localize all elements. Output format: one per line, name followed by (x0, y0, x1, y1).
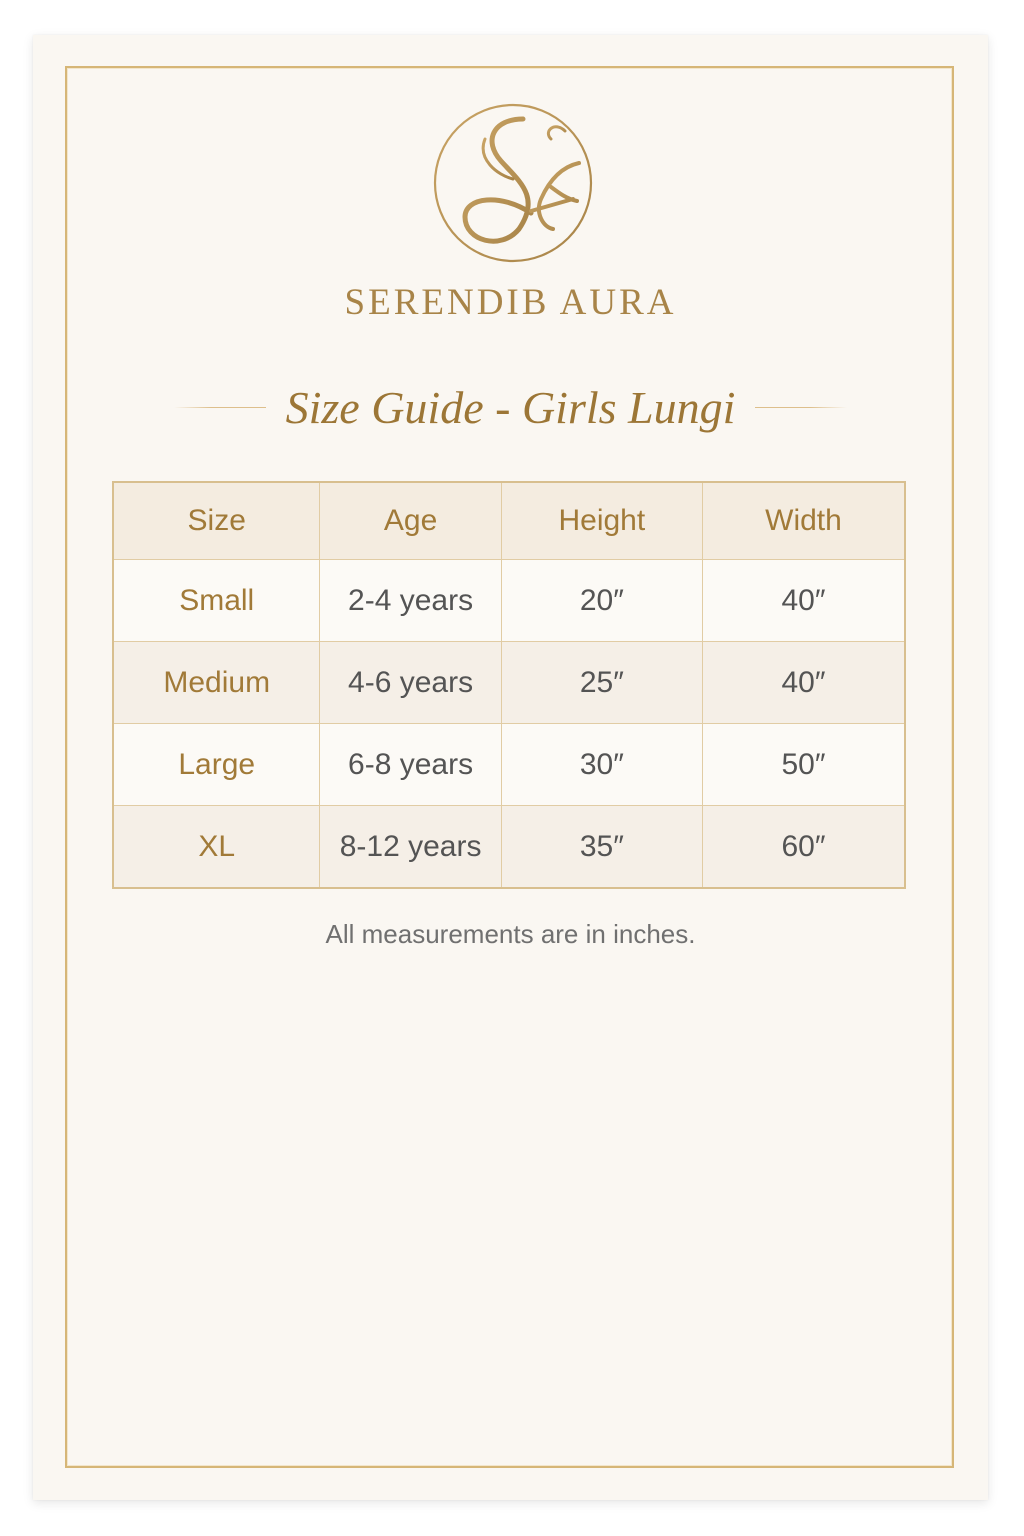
page-title: Size Guide - Girls Lungi (285, 381, 736, 433)
header-width: Width (702, 482, 905, 560)
age-cell: 2-4 years (320, 560, 501, 642)
brand-name: SERENDIB AURA (344, 282, 677, 323)
header-height: Height (501, 482, 702, 560)
header-size: Size (113, 482, 320, 560)
table-header-row (113, 482, 905, 560)
width-cell: 40″ (702, 560, 905, 642)
height-cell: 20″ (501, 560, 702, 642)
size-cell: Large (113, 724, 320, 806)
table-row (113, 642, 905, 724)
size-cell: Medium (113, 642, 320, 724)
size-cell: Small (113, 560, 320, 642)
age-cell: 4-6 years (320, 642, 501, 724)
width-cell: 40″ (702, 642, 905, 724)
width-cell: 50″ (702, 724, 905, 806)
title-divider-left (174, 407, 266, 408)
title-row (33, 377, 988, 437)
size-guide-card (33, 35, 988, 1500)
sa-monogram-logo-icon (431, 101, 595, 265)
height-cell: 30″ (501, 724, 702, 806)
height-cell: 35″ (501, 806, 702, 889)
table-row (113, 806, 905, 889)
age-cell: 6-8 years (320, 724, 501, 806)
height-cell: 25″ (501, 642, 702, 724)
size-table (112, 481, 906, 889)
measurement-note: All measurements are in inches. (325, 919, 696, 949)
table-row (113, 724, 905, 806)
size-cell: XL (113, 806, 320, 889)
table-row (113, 560, 905, 642)
age-cell: 8-12 years (320, 806, 501, 889)
width-cell: 60″ (702, 806, 905, 889)
title-divider-right (755, 407, 847, 408)
header-age: Age (320, 482, 501, 560)
